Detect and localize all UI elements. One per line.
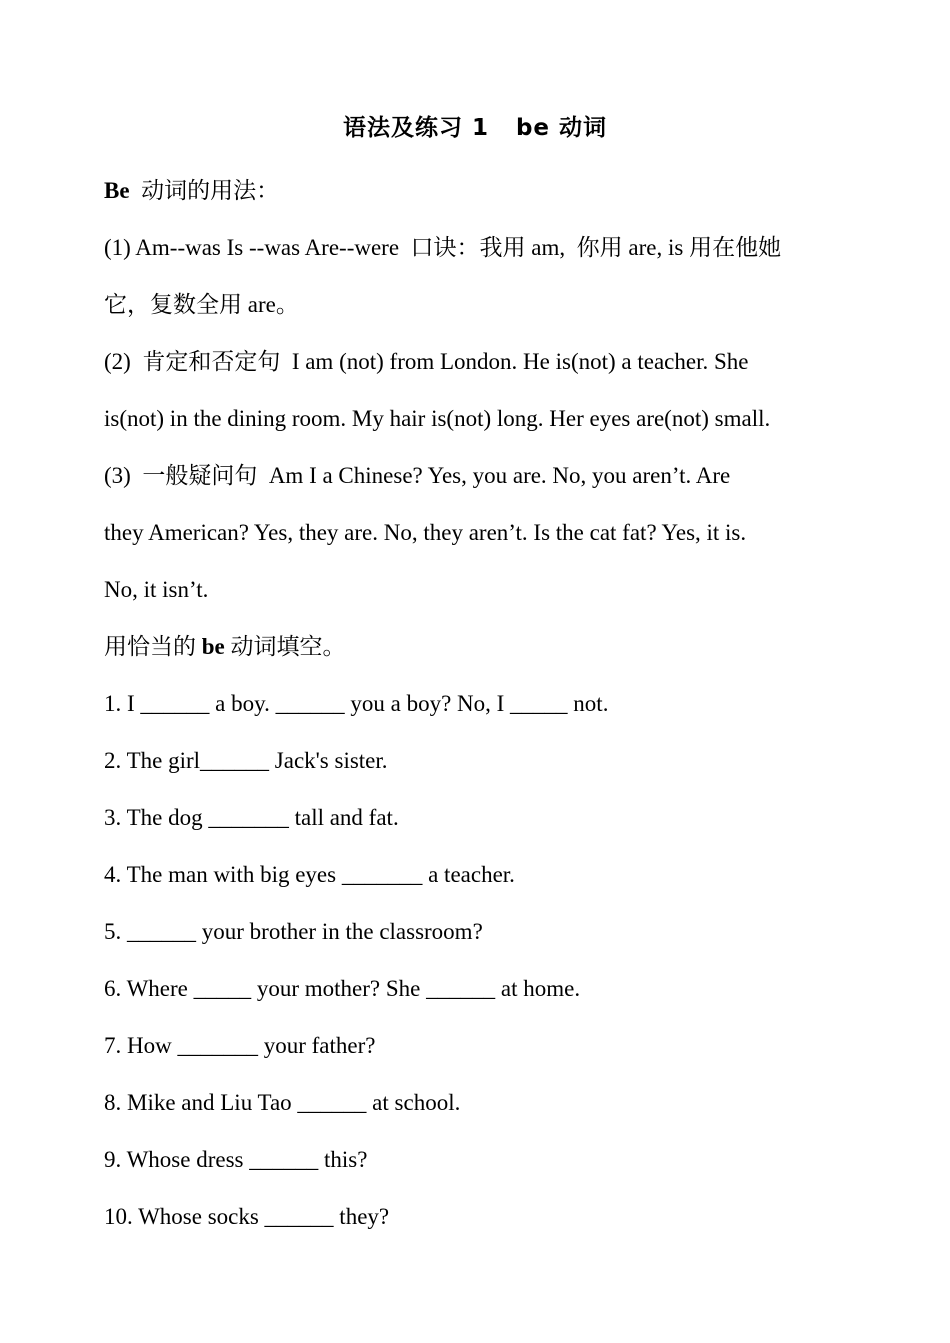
- rule-line: 它，复数全用 are。: [104, 292, 299, 317]
- usage-heading: [104, 162, 854, 219]
- exercise-item: 1. I ______ a boy. ______ you a boy? No, I _____ not.: [104, 691, 609, 716]
- exercise-item: 2. The girl______ Jack's sister.: [104, 748, 388, 773]
- rule-line: they American? Yes, they are. No, they aren’t. Is the cat fat? Yes, it is.: [104, 520, 747, 545]
- exercise-heading-before: 用恰当的: [104, 634, 202, 659]
- exercise-item: 6. Where _____ your mother? She ______ at home.: [104, 976, 581, 1001]
- rule-line: (3) 一般疑问句 Am I a Chinese? Yes, you are. No, you aren’t. Are: [104, 463, 731, 488]
- exercise-item: 8. Mike and Liu Tao ______ at school.: [104, 1090, 461, 1115]
- usage-heading-bold: Be: [104, 178, 130, 203]
- exercise-heading-after: 动词填空。: [224, 634, 346, 659]
- exercise-item: 3. The dog _______ tall and fat.: [104, 805, 399, 830]
- rule-line: (1) Am--was Is --was Are--were 口诀：我用 am, 你用 are, is 用在他她: [104, 235, 782, 260]
- exercise-item: 5. ______ your brother in the classroom?: [104, 919, 483, 944]
- usage-heading-text: 动词的用法：: [129, 178, 280, 203]
- exercise-heading: [104, 618, 854, 675]
- exercise-item: 9. Whose dress ______ this?: [104, 1147, 368, 1172]
- rule-line: No, it isn’t.: [104, 577, 209, 602]
- exercise-heading-bold: be: [201, 634, 225, 659]
- exercise-item: 10. Whose socks ______ they?: [104, 1204, 390, 1229]
- rule-line: is(not) in the dining room. My hair is(not) long. Her eyes are(not) small.: [104, 406, 771, 431]
- exercise-item: 7. How _______ your father?: [104, 1033, 376, 1058]
- document-body: [104, 162, 854, 1245]
- rule-line: (2) 肯定和否定句 I am (not) from London. He is(not) a teacher. She: [104, 349, 749, 374]
- exercise-item: 4. The man with big eyes _______ a teacher.: [104, 862, 515, 887]
- page-title: 语法及练习 1 be 动词: [342, 115, 608, 141]
